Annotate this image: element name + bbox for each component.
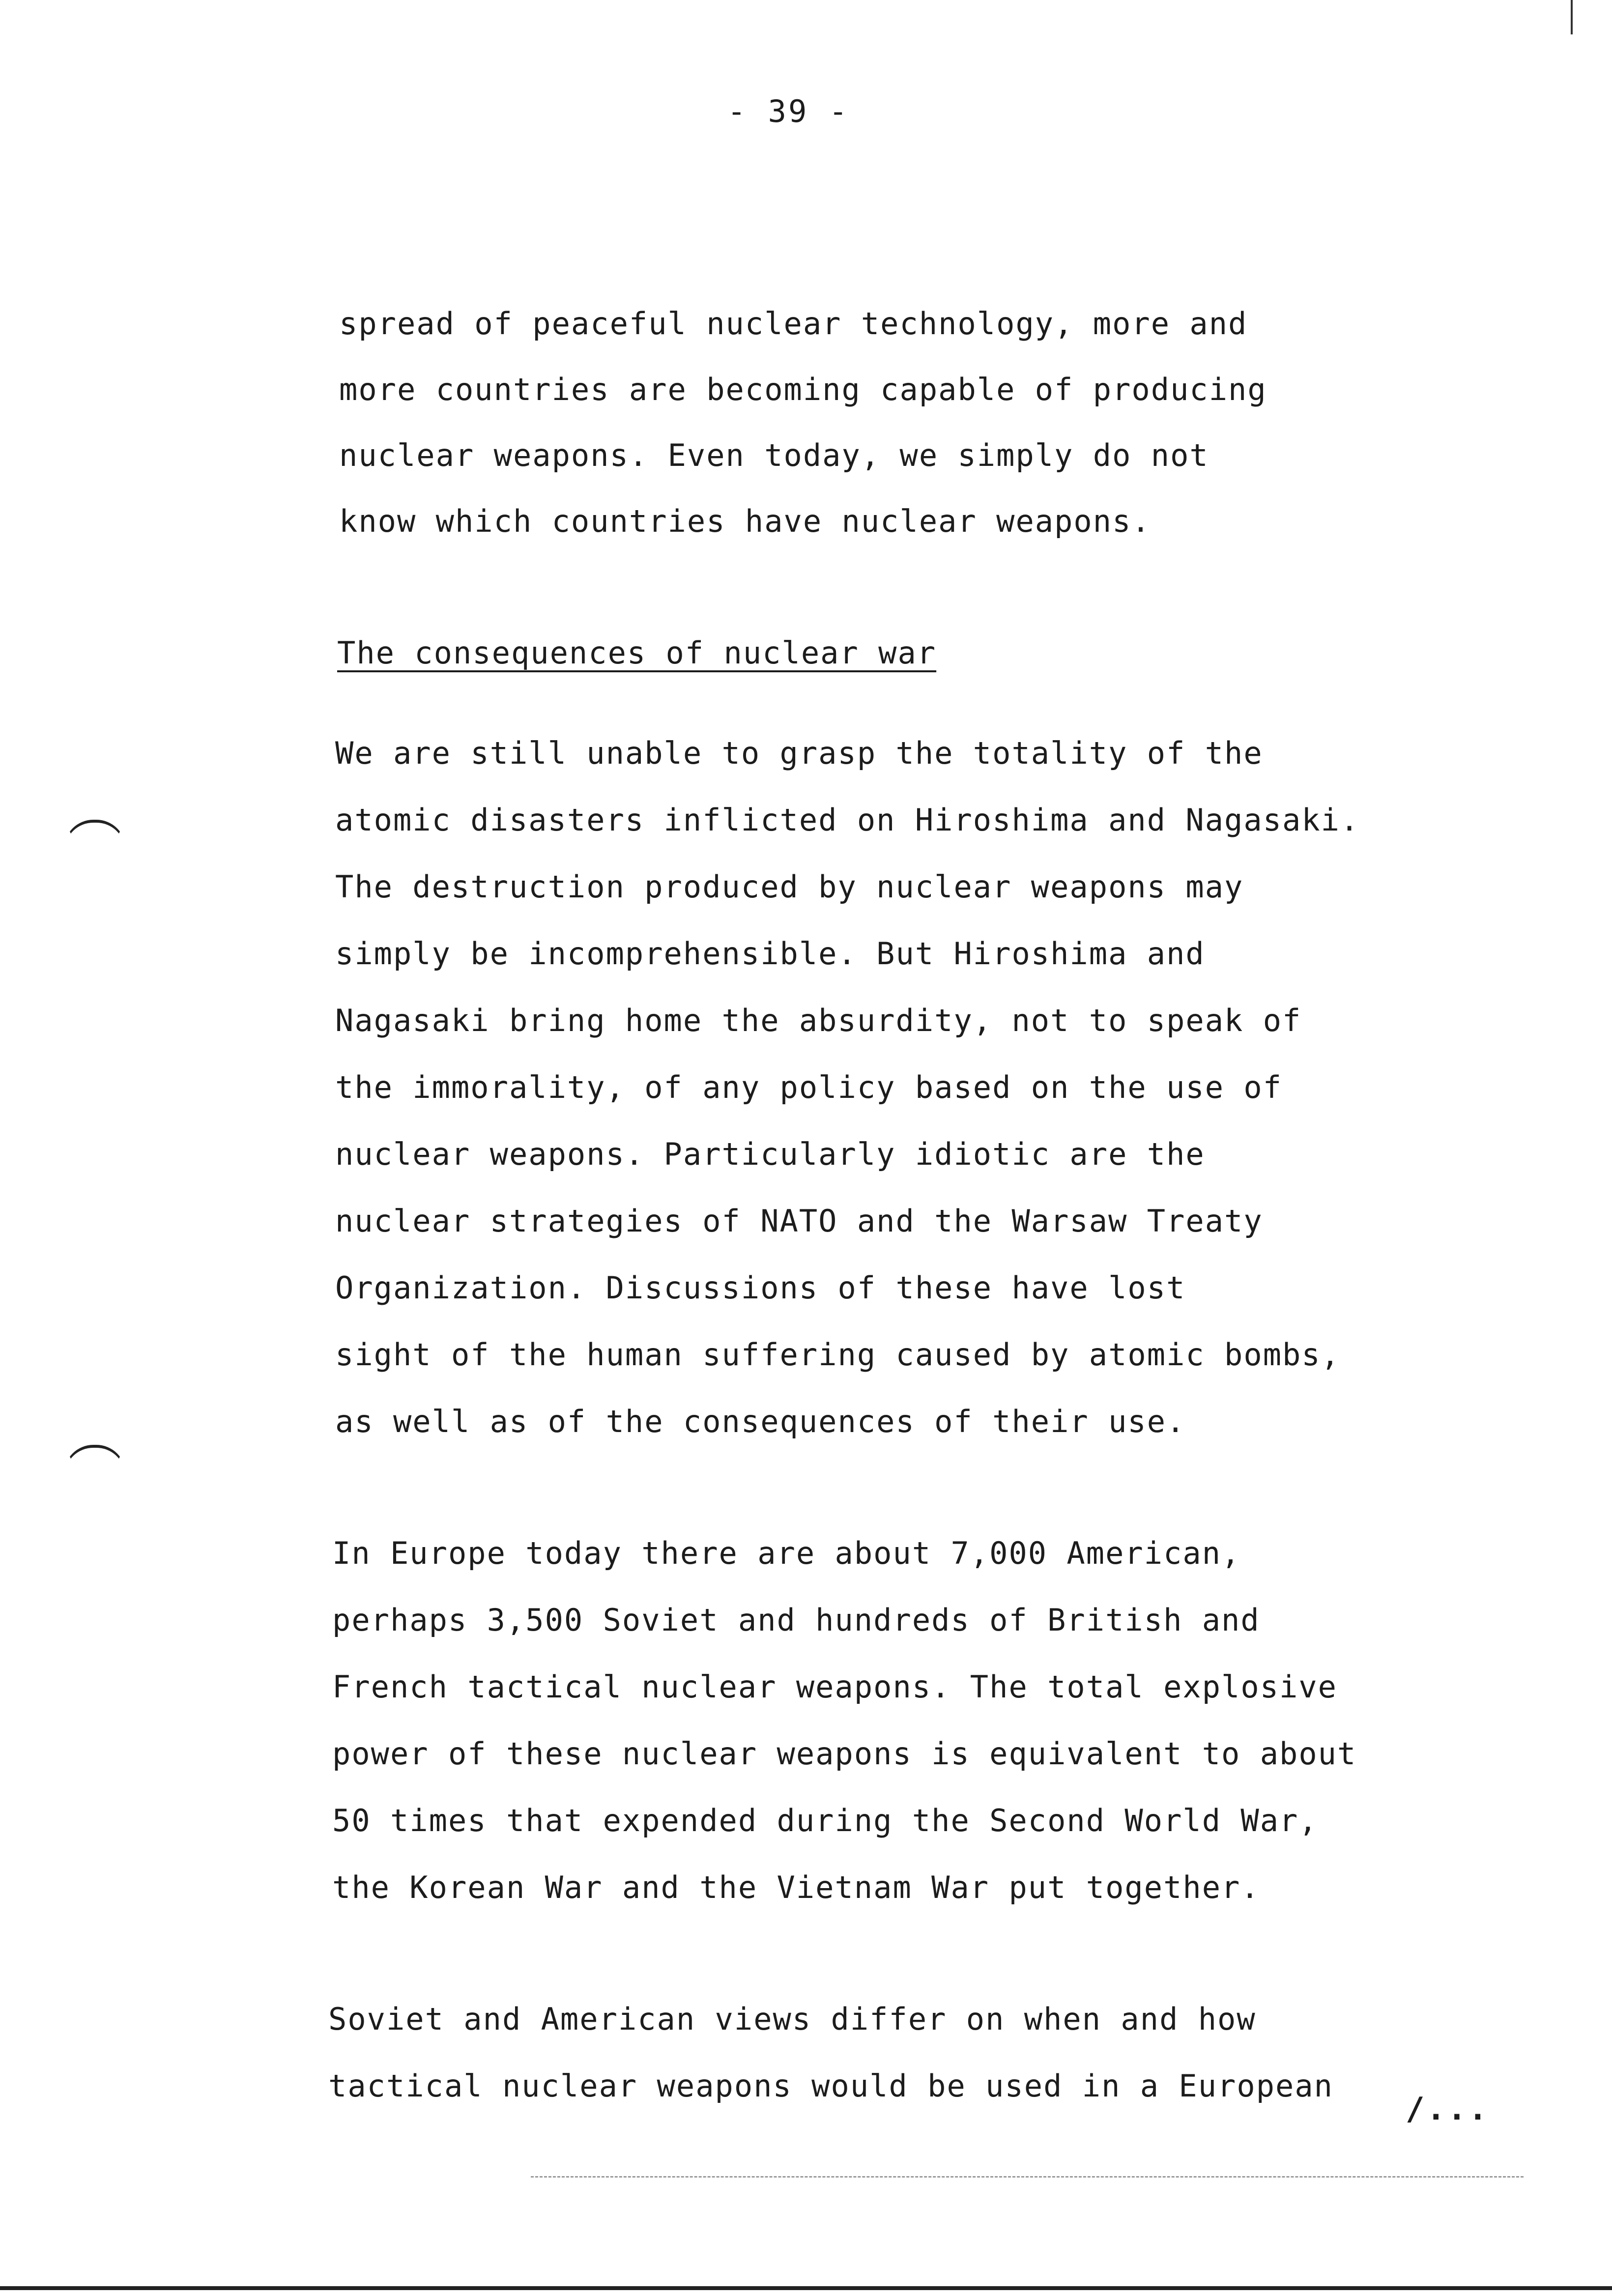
- page-bottom-rule: [0, 2286, 1612, 2290]
- text-line: French tactical nuclear weapons. The total explosive: [332, 1669, 1338, 1705]
- text-line: spread of peaceful nuclear technology, more and: [339, 306, 1248, 342]
- margin-hole-mark: [64, 820, 126, 852]
- section-heading: The consequences of nuclear war: [337, 635, 937, 671]
- text-line: tactical nuclear weapons would be used in a European: [328, 2068, 1334, 2104]
- scan-edge-mark: [1571, 0, 1573, 34]
- text-line: nuclear weapons. Particularly idiotic are the: [335, 1136, 1205, 1172]
- text-line: We are still unable to grasp the totality of the: [335, 735, 1263, 771]
- text-line: power of these nuclear weapons is equivalent to about: [332, 1736, 1357, 1772]
- text-line: Organization. Discussions of these have lost: [335, 1270, 1186, 1306]
- text-line: simply be incomprehensible. But Hiroshima and: [335, 936, 1205, 972]
- text-line: perhaps 3,500 Soviet and hundreds of British and: [332, 1602, 1260, 1638]
- text-line: Soviet and American views differ on when and how: [328, 2001, 1256, 2037]
- page-number: - 39 -: [727, 93, 849, 129]
- text-line: the immorality, of any policy based on the use of: [335, 1069, 1283, 1105]
- scan-noise-line: [531, 2176, 1524, 2178]
- text-line: sight of the human suffering caused by atomic bombs,: [335, 1337, 1341, 1373]
- text-line: In Europe today there are about 7,000 American,: [332, 1535, 1241, 1571]
- text-line: more countries are becoming capable of producing: [339, 372, 1267, 407]
- margin-hole-mark: [64, 1445, 126, 1477]
- text-line: Nagasaki bring home the absurdity, not to speak of: [335, 1003, 1302, 1038]
- text-line: nuclear weapons. Even today, we simply do not: [339, 437, 1209, 473]
- text-line: the Korean War and the Vietnam War put together.: [332, 1869, 1260, 1905]
- text-line: nuclear strategies of NATO and the Warsaw Treaty: [335, 1203, 1263, 1239]
- continuation-mark: /...: [1406, 2091, 1490, 2127]
- text-line: know which countries have nuclear weapons.: [339, 503, 1151, 539]
- text-line: 50 times that expended during the Second World War,: [332, 1803, 1318, 1838]
- text-line: atomic disasters inflicted on Hiroshima and Nagasaki.: [335, 802, 1360, 838]
- text-line: as well as of the consequences of their use.: [335, 1404, 1186, 1439]
- text-line: The destruction produced by nuclear weapons may: [335, 869, 1244, 905]
